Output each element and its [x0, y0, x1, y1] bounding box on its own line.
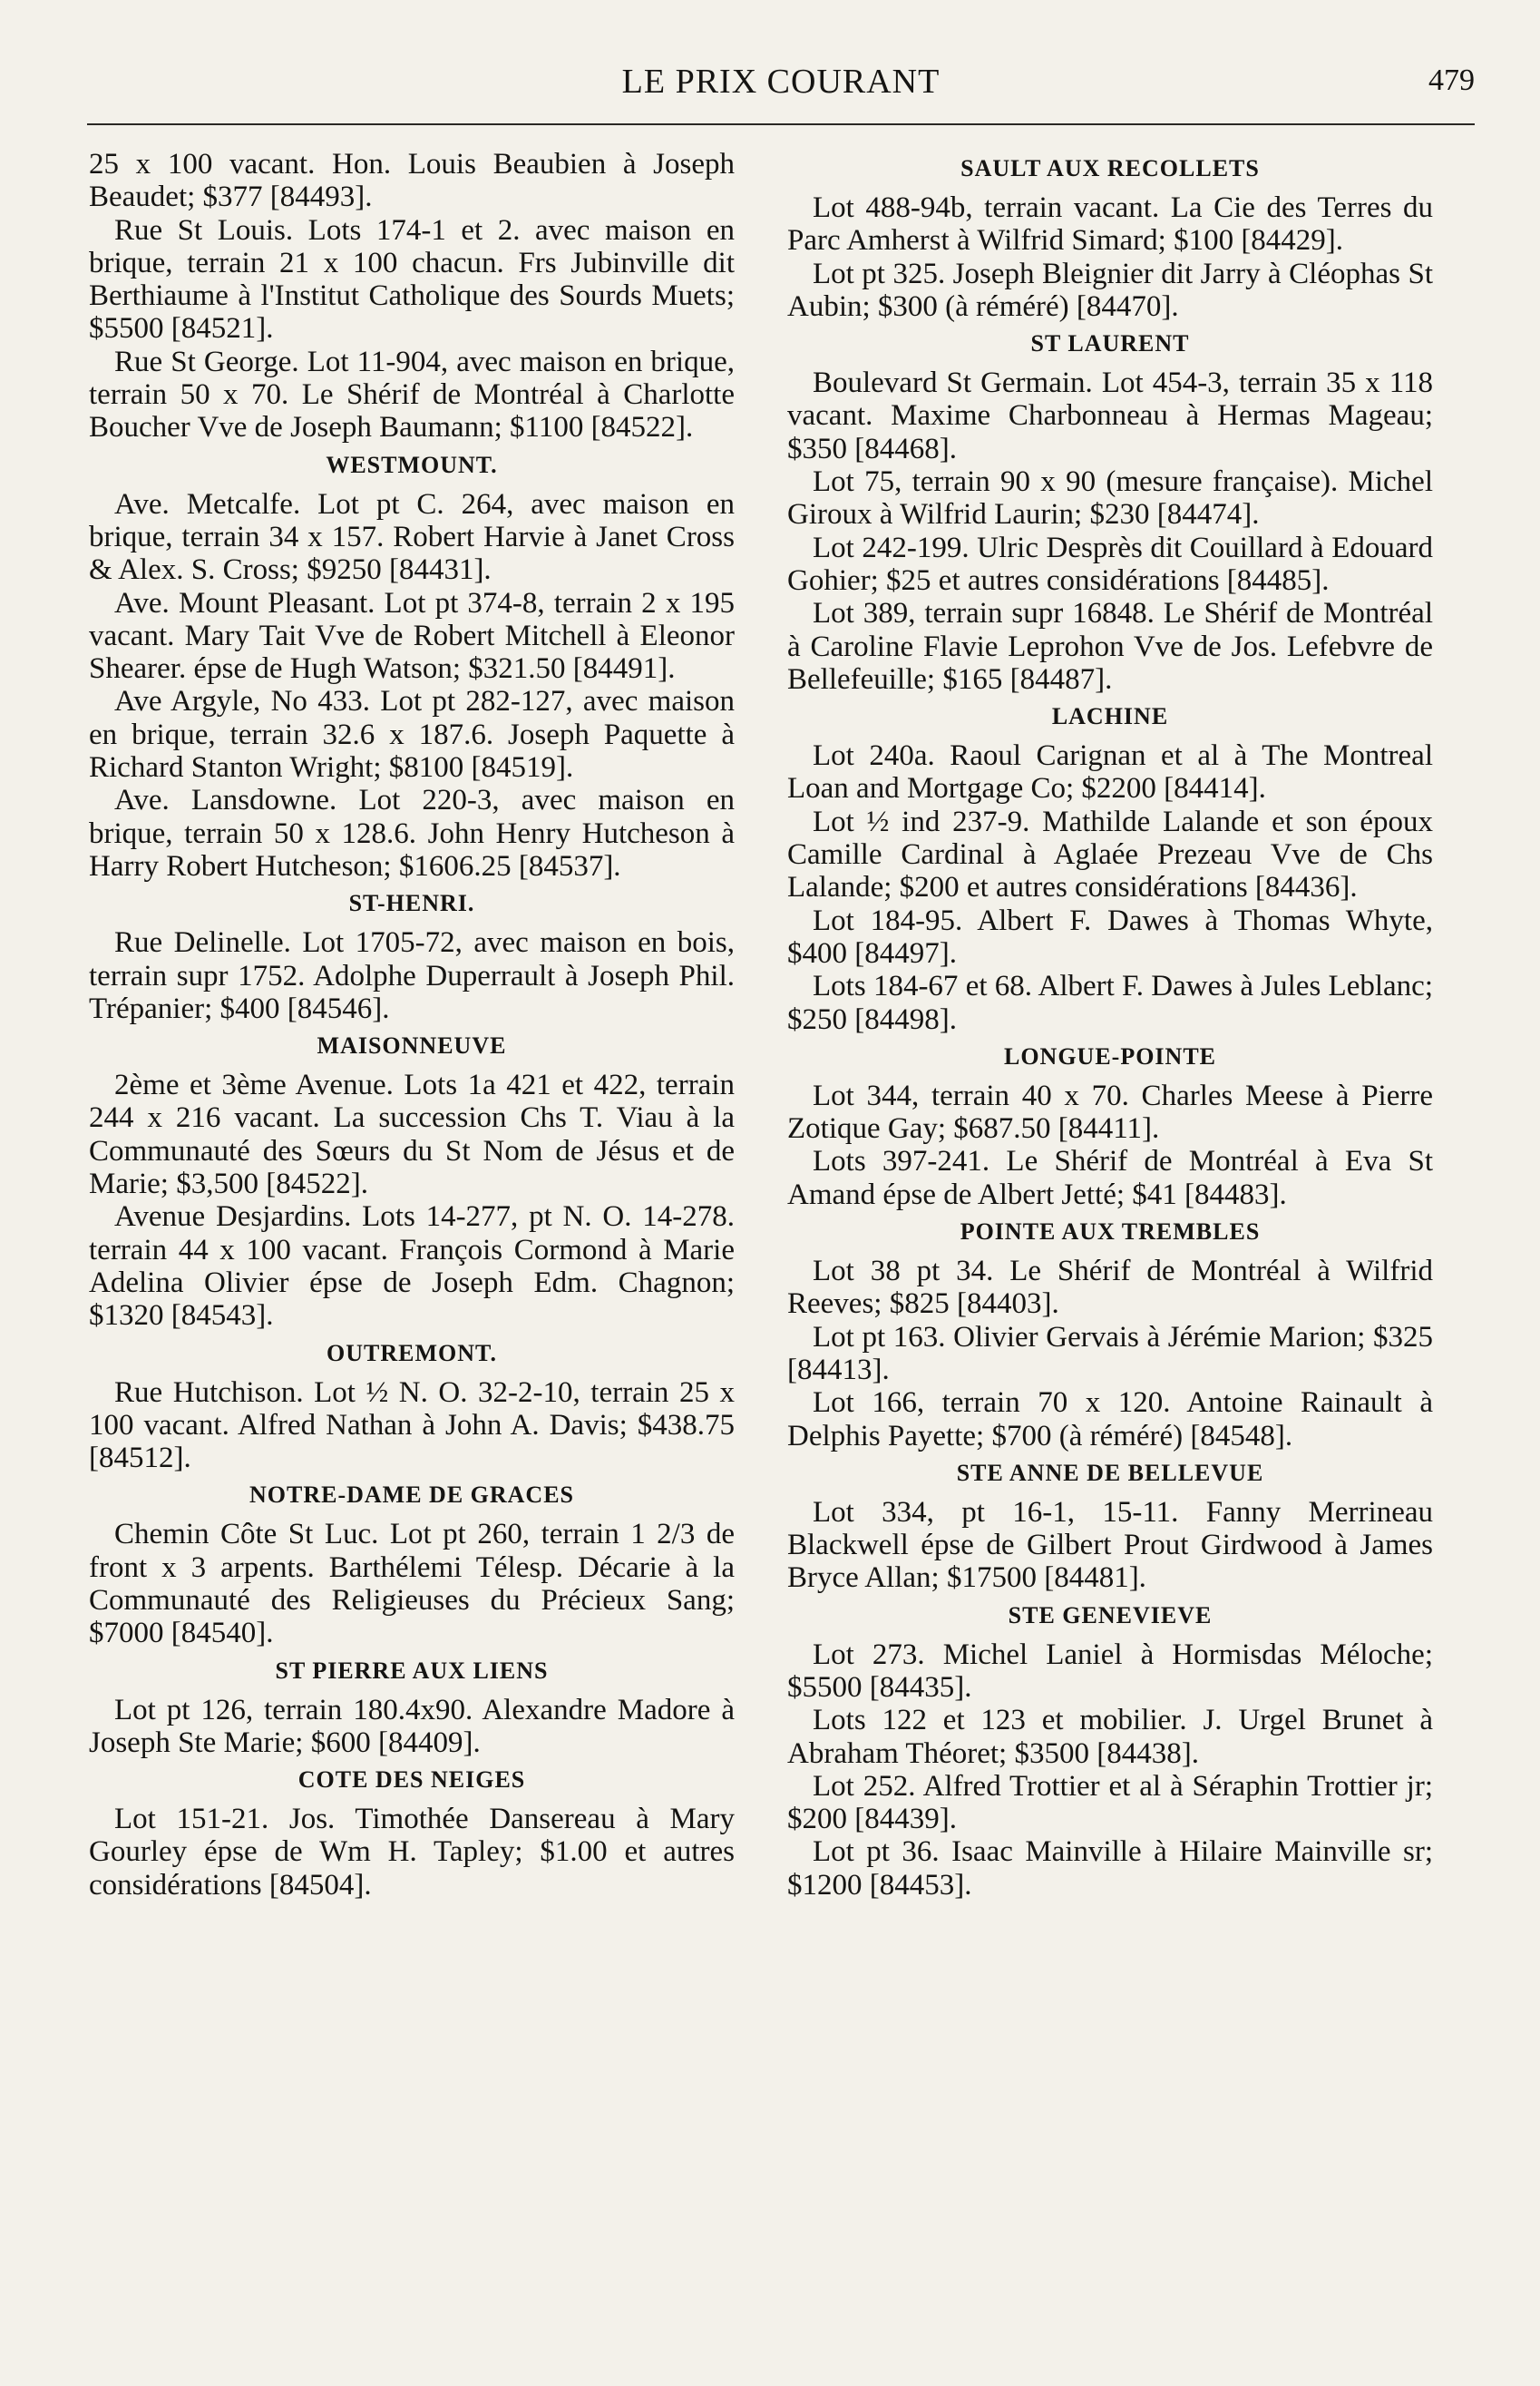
header-rule: [87, 123, 1475, 125]
listing-entry: Lots 184-67 et 68. Albert F. Dawes à Jules Leblanc; $250 [84498].: [787, 970, 1433, 1036]
listing-entry: Lot 166, terrain 70 x 120. Antoine Rainault à Delphis Payette; $700 (à réméré) [84548].: [787, 1386, 1433, 1452]
listing-entry: Lot pt 36. Isaac Mainville à Hilaire Mainville sr; $1200 [84453].: [787, 1835, 1433, 1902]
listing-entry: Lot pt 126, terrain 180.4x90. Alexandre Madore à Joseph Ste Marie; $600 [84409].: [89, 1693, 735, 1759]
listing-entry: Ave. Metcalfe. Lot pt C. 264, avec maison en brique, terrain 34 x 157. Robert Harvie à Janet Cross & Alex. S. Cross; $9250 [84431].: [89, 487, 735, 587]
listing-entry: Avenue Desjardins. Lots 14-277, pt N. O. 14-278. terrain 44 x 100 vacant. François Cormond à Marie Adelina Olivier épse de Joseph Edm. Chagnon; $1320 [84543].: [89, 1200, 735, 1333]
listing-entry: Chemin Côte St Luc. Lot pt 260, terrain 1 2/3 de front x 3 arpents. Barthélemi Télesp. Décarie à la Communauté des Religieuses du Précieux Sang; $7000 [84540].: [89, 1518, 735, 1650]
page-title: LE PRIX COURANT: [621, 63, 941, 101]
section-heading: WESTMOUNT.: [326, 451, 498, 478]
listing-entry: Lots 122 et 123 et mobilier. J. Urgel Brunet à Abraham Théoret; $3500 [84438].: [787, 1704, 1433, 1770]
listing-entry: 2ème et 3ème Avenue. Lots 1a 421 et 422, terrain 244 x 216 vacant. La succession Chs T. Viau à la Communauté des Sœurs du St Nom de Jésus et de Marie; $3,500 [84522].: [89, 1069, 735, 1201]
section-heading: ST LAURENT: [1030, 330, 1190, 357]
section-heading: OUTREMONT.: [327, 1339, 497, 1366]
section-heading: NOTRE-DAME DE GRACES: [249, 1481, 575, 1509]
listing-entry: Rue St Louis. Lots 174-1 et 2. avec maison en brique, terrain 21 x 100 chacun. Frs Jubinville dit Berthiaume à l'Institut Catholique des Sourds Muets; $5500 [84521].: [89, 213, 735, 346]
listing-entry: Lot 38 pt 34. Le Shérif de Montréal à Wilfrid Reeves; $825 [84403].: [787, 1255, 1433, 1321]
listing-entry: Lot pt 163. Olivier Gervais à Jérémie Marion; $325 [84413].: [787, 1320, 1433, 1386]
right-column: [787, 148, 1433, 1902]
section-heading: ST PIERRE AUX LIENS: [275, 1657, 549, 1684]
listing-entry: Boulevard St Germain. Lot 454-3, terrain 35 x 118 vacant. Maxime Charbonneau à Hermas Mageau; $350 [84468].: [787, 367, 1433, 465]
section-heading: POINTE AUX TREMBLES: [960, 1218, 1261, 1246]
listing-entry: Lot 273. Michel Laniel à Hormisdas Méloche; $5500 [84435].: [787, 1638, 1433, 1704]
listing-entry: Lot 389, terrain supr 16848. Le Shérif de Montréal à Caroline Flavie Leprohon Vve de Jos. Lefebvre de Bellefeuille; $165 [84487].: [787, 597, 1433, 696]
page-header: [87, 62, 1475, 114]
section-heading: STE GENEVIEVE: [1008, 1601, 1213, 1628]
page-number: 479: [1428, 64, 1475, 97]
listing-entry: Lot 252. Alfred Trottier et al à Séraphin Trottier jr; $200 [84439].: [787, 1769, 1433, 1836]
section-heading: LACHINE: [1051, 703, 1169, 730]
listing-entry: Ave Argyle, No 433. Lot pt 282-127, avec maison en brique, terrain 32.6 x 187.6. Joseph Paquette à Richard Stanton Wright; $8100 [84519].: [89, 685, 735, 785]
listing-entry: Lot 240a. Raoul Carignan et al à The Montreal Loan and Mortgage Co; $2200 [84414].: [787, 739, 1433, 806]
listing-entry: Lot 334, pt 16-1, 15-11. Fanny Merrineau Blackwell épse de Gilbert Prout Girdwood à James Bryce Allan; $17500 [84481].: [787, 1495, 1433, 1595]
section-heading: COTE DES NEIGES: [297, 1766, 526, 1794]
listing-entry: Rue Delinelle. Lot 1705-72, avec maison en bois, terrain supr 1752. Adolphe Duperrault à Joseph Phil. Trépanier; $400 [84546].: [89, 926, 735, 1025]
listing-entry: Rue St George. Lot 11-904, avec maison en brique, terrain 50 x 70. Le Shérif de Montréal à Charlotte Boucher Vve de Joseph Baumann; $1100 [84522].: [89, 345, 735, 445]
listing-entry: Lot ½ ind 237-9. Mathilde Lalande et son époux Camille Cardinal à Aglaée Prezeau Vve de Chs Lalande; $200 et autres considérations [84436].: [787, 805, 1433, 905]
listing-entry: Lot 488-94b, terrain vacant. La Cie des Terres du Parc Amherst à Wilfrid Simard; $100 [84429].: [787, 191, 1433, 258]
listing-entry: Rue Hutchison. Lot ½ N. O. 32-2-10, terrain 25 x 100 vacant. Alfred Nathan à John A. Davis; $438.75 [84512].: [89, 1375, 735, 1475]
left-column: [89, 148, 735, 1902]
listing-entry: Ave. Lansdowne. Lot 220-3, avec maison en brique, terrain 50 x 128.6. John Henry Hutcheson à Harry Robert Hutcheson; $1606.25 [84537].: [89, 784, 735, 883]
section-heading: LONGUE-POINTE: [1003, 1042, 1217, 1070]
listing-entry: Lot 344, terrain 40 x 70. Charles Meese à Pierre Zotique Gay; $687.50 [84411].: [787, 1079, 1433, 1146]
listing-entry: Lot 242-199. Ulric Desprès dit Couillard à Edouard Gohier; $25 et autres considérations [84485].: [787, 531, 1433, 597]
listing-entry: 25 x 100 vacant. Hon. Louis Beaubien à Joseph Beaudet; $377 [84493].: [89, 148, 735, 214]
section-heading: SAULT AUX RECOLLETS: [960, 155, 1260, 181]
listing-entry: Lots 397-241. Le Shérif de Montréal à Eva St Amand épse de Albert Jetté; $41 [84483].: [787, 1145, 1433, 1211]
listing-entry: Lot 75, terrain 90 x 90 (mesure française). Michel Giroux à Wilfrid Laurin; $230 [84474].: [787, 465, 1433, 532]
listing-entry: Ave. Mount Pleasant. Lot pt 374-8, terrain 2 x 195 vacant. Mary Tait Vve de Robert Mitchell à Eleonor Shearer. épse de Hugh Watson; $321.50 [84491].: [89, 586, 735, 686]
listing-entry: Lot pt 325. Joseph Bleignier dit Jarry à Cléophas St Aubin; $300 (à réméré) [84470].: [787, 257, 1433, 323]
listing-entry: Lot 184-95. Albert F. Dawes à Thomas Whyte, $400 [84497].: [787, 904, 1433, 970]
section-heading: ST-HENRI.: [348, 890, 475, 917]
listing-entry: Lot 151-21. Jos. Timothée Dansereau à Mary Gourley épse de Wm H. Tapley; $1.00 et autres considérations [84504].: [89, 1803, 735, 1902]
section-heading: MAISONNEUVE: [317, 1032, 507, 1060]
section-heading: STE ANNE DE BELLEVUE: [956, 1459, 1264, 1486]
